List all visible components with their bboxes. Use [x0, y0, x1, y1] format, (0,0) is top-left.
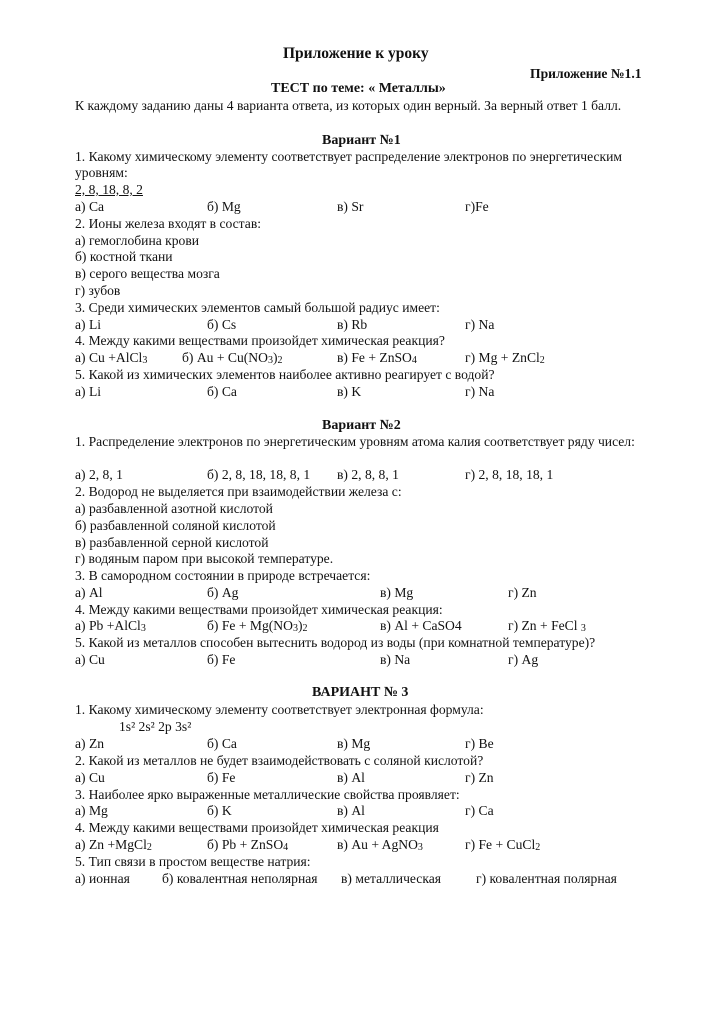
v1-q4-option-a [75, 350, 147, 368]
v2-q4-b-subscript-2: 2 [302, 623, 308, 634]
test-title: ТЕСТ по теме: « Металлы» [271, 81, 446, 96]
variant-1-heading: Вариант №1 [322, 133, 401, 148]
v2-q4-b-subscript-1: 3 [292, 623, 298, 634]
v3-question-3: 3. Наиболее ярко выраженные металлические свойства проявляет: [75, 787, 460, 802]
v3-q2-option-c: в) Al [337, 770, 365, 785]
v1-q4-b-subscript-1: 3 [267, 355, 273, 366]
v3-q4-c-subscript: 3 [417, 842, 423, 853]
v3-q3-option-d: г) Ca [465, 803, 494, 818]
v3-question-5: 5. Тип связи в простом веществе натрия: [75, 854, 311, 869]
v3-q1-option-b: б) Ca [207, 736, 237, 751]
v3-q4-c-formula: в) Au + AgNO [337, 837, 418, 852]
v3-q4-b-subscript: 4 [283, 842, 289, 853]
v3-q5-option-d: г) ковалентная полярная [476, 871, 617, 886]
v2-q4-option-c: в) Al + CaSO4 [380, 618, 462, 633]
v1-q4-c-subscript: 4 [411, 355, 417, 366]
v1-q2-option-d: г) зубов [75, 283, 121, 298]
v2-question-3: 3. В самородном состоянии в природе встречается: [75, 568, 371, 583]
v2-question-1: 1. Распределение электронов по энергетическим уровням атома калия соответствует ряду чисел: [75, 434, 635, 449]
v3-q1-option-a: а) Zn [75, 736, 105, 751]
v1-question-5: 5. Какой из химических элементов наиболее активно реагирует с водой? [75, 367, 495, 382]
v2-question-5: 5. Какой из металлов способен вытеснить водород из воды (при комнатной температуре)? [75, 635, 596, 650]
v1-question-2: 2. Ионы железа входят в состав: [75, 216, 262, 231]
v2-q1-option-a: а) 2, 8, 1 [75, 467, 123, 482]
v3-q5-option-a: а) ионная [75, 871, 130, 886]
v3-q4-d-subscript: 2 [535, 842, 541, 853]
v3-q4-option-d [465, 837, 540, 855]
v2-q4-a-subscript: 3 [140, 623, 146, 634]
v3-q4-b-formula: б) Pb + ZnSO [207, 837, 284, 852]
v2-q3-option-c: в) Mg [380, 585, 414, 600]
v1-q4-option-c [337, 350, 417, 368]
v2-q4-option-d [508, 618, 586, 636]
v1-q4-c-formula: в) Fe + ZnSO [337, 350, 412, 365]
v1-q4-a-formula: а) Cu +AlCl [75, 350, 143, 365]
instructions: К каждому заданию даны 4 варианта ответа, из которых один верный. За верный ответ 1 балл. [75, 98, 622, 113]
v3-q4-option-b [207, 837, 288, 855]
v2-q2-option-a: а) разбавленной азотной кислотой [75, 501, 273, 516]
v1-q4-option-b [182, 350, 282, 368]
v3-q1-formula: 1s² 2s² 2p 3s² [119, 719, 192, 734]
v1-q5-option-d: г) Na [465, 384, 495, 399]
v2-q4-option-b [207, 618, 307, 636]
v2-q1-option-b: б) 2, 8, 18, 18, 8, 1 [207, 467, 311, 482]
v3-question-1: 1. Какому химическому элементу соответствует электронная формула: [75, 702, 484, 717]
variant-3-heading: ВАРИАНТ № 3 [312, 685, 409, 700]
variant-2-heading: Вариант №2 [322, 418, 401, 433]
v1-q4-d-subscript: 2 [539, 355, 545, 366]
v3-q4-d-formula: г) Fe + CuCl [465, 837, 536, 852]
v2-question-2: 2. Водород не выделяется при взаимодействии железа с: [75, 484, 402, 499]
v2-q2-option-b: б) разбавленной соляной кислотой [75, 518, 276, 533]
v1-q1-electron-config: 2, 8, 18, 8, 2 [75, 182, 143, 197]
v1-q3-option-d: г) Na [465, 317, 495, 332]
v3-q5-option-c: в) металлическая [341, 871, 442, 886]
v2-q2-option-d: г) водяным паром при высокой температуре. [75, 551, 334, 566]
v1-q4-option-d [465, 350, 545, 368]
v3-question-4: 4. Между какими веществами произойдет химическая реакция [75, 820, 439, 835]
v2-q4-a-formula: а) Pb +AlCl [75, 618, 141, 633]
v2-question-4: 4. Между какими веществами произойдет химическая реакция: [75, 602, 443, 617]
v2-q4-d-subscript: 3 [580, 623, 586, 634]
v1-q4-b-subscript-2: 2 [277, 355, 283, 366]
v2-q4-b-formula: б) Fe + Mg(NO [207, 618, 293, 633]
v3-q4-option-a [75, 837, 152, 855]
v1-q3-option-a: а) Li [75, 317, 102, 332]
v3-q2-option-a: а) Cu [75, 770, 105, 785]
v2-q1-option-d: г) 2, 8, 18, 18, 1 [465, 467, 554, 482]
v1-q5-option-a: а) Li [75, 384, 102, 399]
v2-q5-option-d: г) Ag [508, 652, 539, 667]
v1-q4-b-formula: б) Au + Cu(NO [182, 350, 268, 365]
v1-q2-option-a: а) гемоглобина крови [75, 233, 200, 248]
v1-q5-option-c: в) K [337, 384, 362, 399]
v1-q4-d-formula: г) Mg + ZnCl [465, 350, 540, 365]
v1-q3-option-c: в) Rb [337, 317, 368, 332]
v2-q3-option-b: б) Ag [207, 585, 239, 600]
v3-q4-a-subscript: 2 [146, 842, 152, 853]
v3-q1-option-d: г) Be [465, 736, 494, 751]
v3-q2-option-b: б) Fe [207, 770, 236, 785]
v3-q1-option-c: в) Mg [337, 736, 371, 751]
v2-q1-option-c: в) 2, 8, 8, 1 [337, 467, 399, 482]
v2-q4-option-a [75, 618, 146, 636]
v1-q2-option-c: в) серого вещества мозга [75, 266, 220, 281]
v2-q3-option-a: а) Al [75, 585, 103, 600]
v1-q2-option-b: б) костной ткани [75, 249, 173, 264]
v1-q1-option-a: а) Ca [75, 199, 105, 214]
v1-question-1: 1. Какому химическому элементу соответствует распределение электронов по энергетическим уровням: [75, 149, 623, 181]
v2-q4-b-paren: ) [297, 618, 303, 633]
v3-q2-option-d: г) Zn [465, 770, 494, 785]
v1-q1-option-b: б) Mg [207, 199, 241, 214]
v2-q5-option-b: б) Fe [207, 652, 236, 667]
v1-q1-option-c: в) Sr [337, 199, 364, 214]
v2-q5-option-a: а) Cu [75, 652, 105, 667]
v3-q4-a-formula: а) Zn +MgCl [75, 837, 147, 852]
appendix-label: Приложение №1.1 [530, 66, 642, 81]
v2-q4-d-formula: г) Zn + FeCl [508, 618, 581, 633]
v3-question-2: 2. Какой из металлов не будет взаимодействовать с соляной кислотой? [75, 753, 484, 768]
v1-q5-option-b: б) Ca [207, 384, 237, 399]
v3-q5-option-b: б) ковалентная неполярная [162, 871, 318, 886]
v3-q3-option-a: а) Mg [75, 803, 108, 818]
v3-q3-option-c: в) Al [337, 803, 365, 818]
v1-q1-option-d: г)Fe [465, 199, 489, 214]
v2-q2-option-c: в) разбавленной серной кислотой [75, 535, 269, 550]
v2-q5-option-c: в) Na [380, 652, 411, 667]
v1-q3-option-b: б) Cs [207, 317, 237, 332]
v1-q4-a-subscript: 3 [142, 355, 148, 366]
v1-question-4: 4. Между какими веществами произойдет химическая реакция? [75, 333, 445, 348]
v1-question-3: 3. Среди химических элементов самый большой радиус имеет: [75, 300, 440, 315]
v2-q3-option-d: г) Zn [508, 585, 537, 600]
document-title: Приложение к уроку [283, 45, 429, 62]
v1-q4-b-paren: ) [272, 350, 278, 365]
v3-q4-option-c [337, 837, 423, 855]
v3-q3-option-b: б) K [207, 803, 232, 818]
